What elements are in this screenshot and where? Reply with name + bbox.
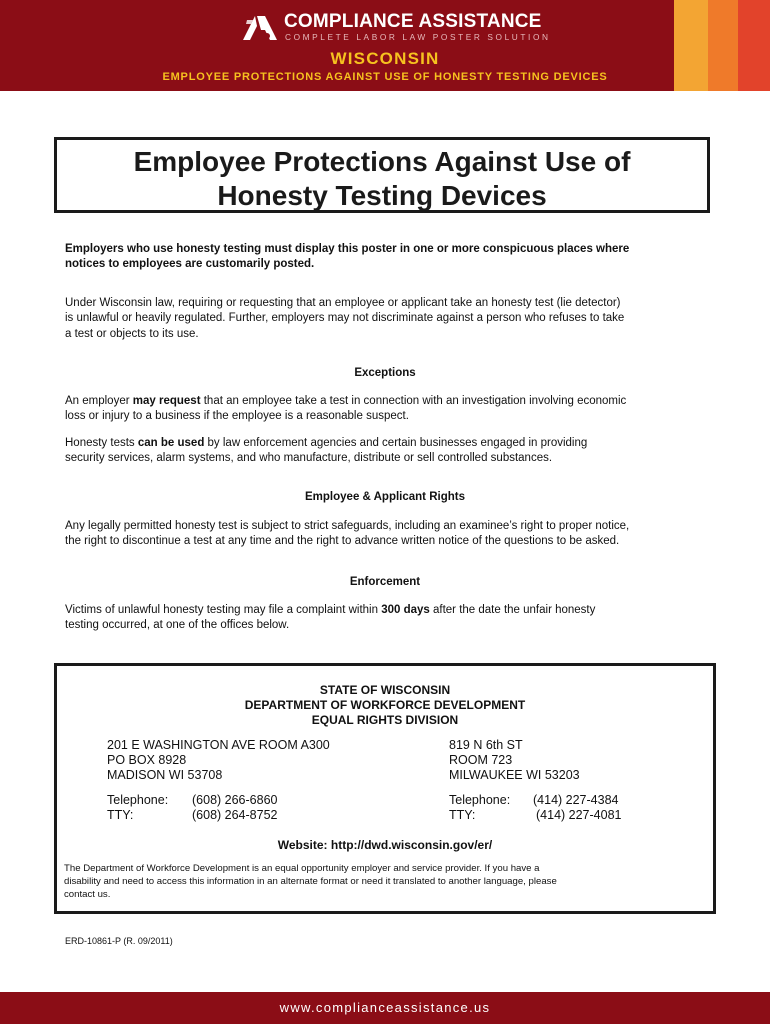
milwaukee-office-address: 819 N 6th ST ROOM 723 MILWAUKEE WI 53203 (449, 738, 580, 782)
milwaukee-phone: (414) 227-4384 (533, 793, 619, 807)
enforcement-paragraph: Victims of unlawful honesty testing may file a complaint within 300 days after the date the unfair honesty testing occurred, at one of the offices below. (65, 604, 596, 632)
exceptions-heading: Exceptions (354, 367, 416, 379)
madison-office-address: 201 E WASHINGTON AVE ROOM A300 PO BOX 8928 MADISON WI 53708 (107, 738, 330, 782)
milwaukee-tty: (414) 227-4081 (536, 808, 622, 822)
rights-heading: Employee & Applicant Rights (305, 491, 465, 503)
brand-tagline: COMPLETE LABOR LAW POSTER SOLUTION (285, 32, 551, 42)
milwaukee-tty-label: TTY: (449, 808, 476, 822)
madison-phone-label: Telephone: (107, 793, 169, 807)
exception-paragraph-1: An employer may request that an employee take a test in connection with an investigation involving economic loss or injury to a business if the employee is a reasonable suspect. (65, 395, 627, 423)
brand-name: COMPLIANCE ASSISTANCE (284, 11, 542, 32)
form-code: ERD-10861-P (R. 09/2011) (65, 936, 173, 946)
madison-tty-label: TTY: (107, 808, 134, 822)
page-title-line-1: Employee Protections Against Use of (133, 146, 631, 177)
madison-tty: (608) 264-8752 (192, 808, 278, 822)
madison-phone: (608) 266-6860 (192, 793, 278, 807)
org-division: EQUAL RIGHTS DIVISION (311, 713, 459, 727)
page-title (54, 145, 710, 213)
website-link[interactable]: Website: http://dwd.wisconsin.gov/er/ (277, 838, 493, 852)
display-notice: Employers who use honesty testing must display this poster in one or more conspicuous places where notices to employees are customarily posted. (65, 243, 630, 271)
page-title-line-2: Honesty Testing Devices (217, 180, 547, 211)
state-name: WISCONSIN (330, 49, 440, 68)
milwaukee-phone-label: Telephone: (449, 793, 511, 807)
exception-paragraph-2: Honesty tests can be used by law enforcement agencies and certain businesses engaged in providing security services, alarm systems, and who manufacture, distribute or sell controlled substances. (65, 437, 588, 465)
footer-url-link[interactable]: www.complianceassistance.us (279, 1000, 491, 1015)
org-department: DEPARTMENT OF WORKFORCE DEVELOPMENT (244, 698, 526, 712)
rights-paragraph: Any legally permitted honesty test is subject to strict safeguards, including an examinee’s right to proper notice, the right to discontinue a test at any time and the right to advance written notice of the questions to be asked. (65, 520, 630, 548)
poster-subtitle: EMPLOYEE PROTECTIONS AGAINST USE OF HONESTY TESTING DEVICES (162, 71, 608, 83)
eeo-statement: The Department of Workforce Development is an equal opportunity employer and service provider. If you have a disability and need to access this information in an alternate format or need it translated to another language, please contact us. (64, 863, 557, 900)
ca-logo-icon (241, 14, 279, 42)
intro-paragraph: Under Wisconsin law, requiring or requesting that an employee or applicant take an honesty test (lie detector) is unlawful or heavily regulated. Further, employers may not discriminate against a person who refuses to take a test or objects to its use. (65, 297, 625, 340)
org-state: STATE OF WISCONSIN (319, 683, 451, 697)
enforcement-heading: Enforcement (349, 576, 421, 588)
